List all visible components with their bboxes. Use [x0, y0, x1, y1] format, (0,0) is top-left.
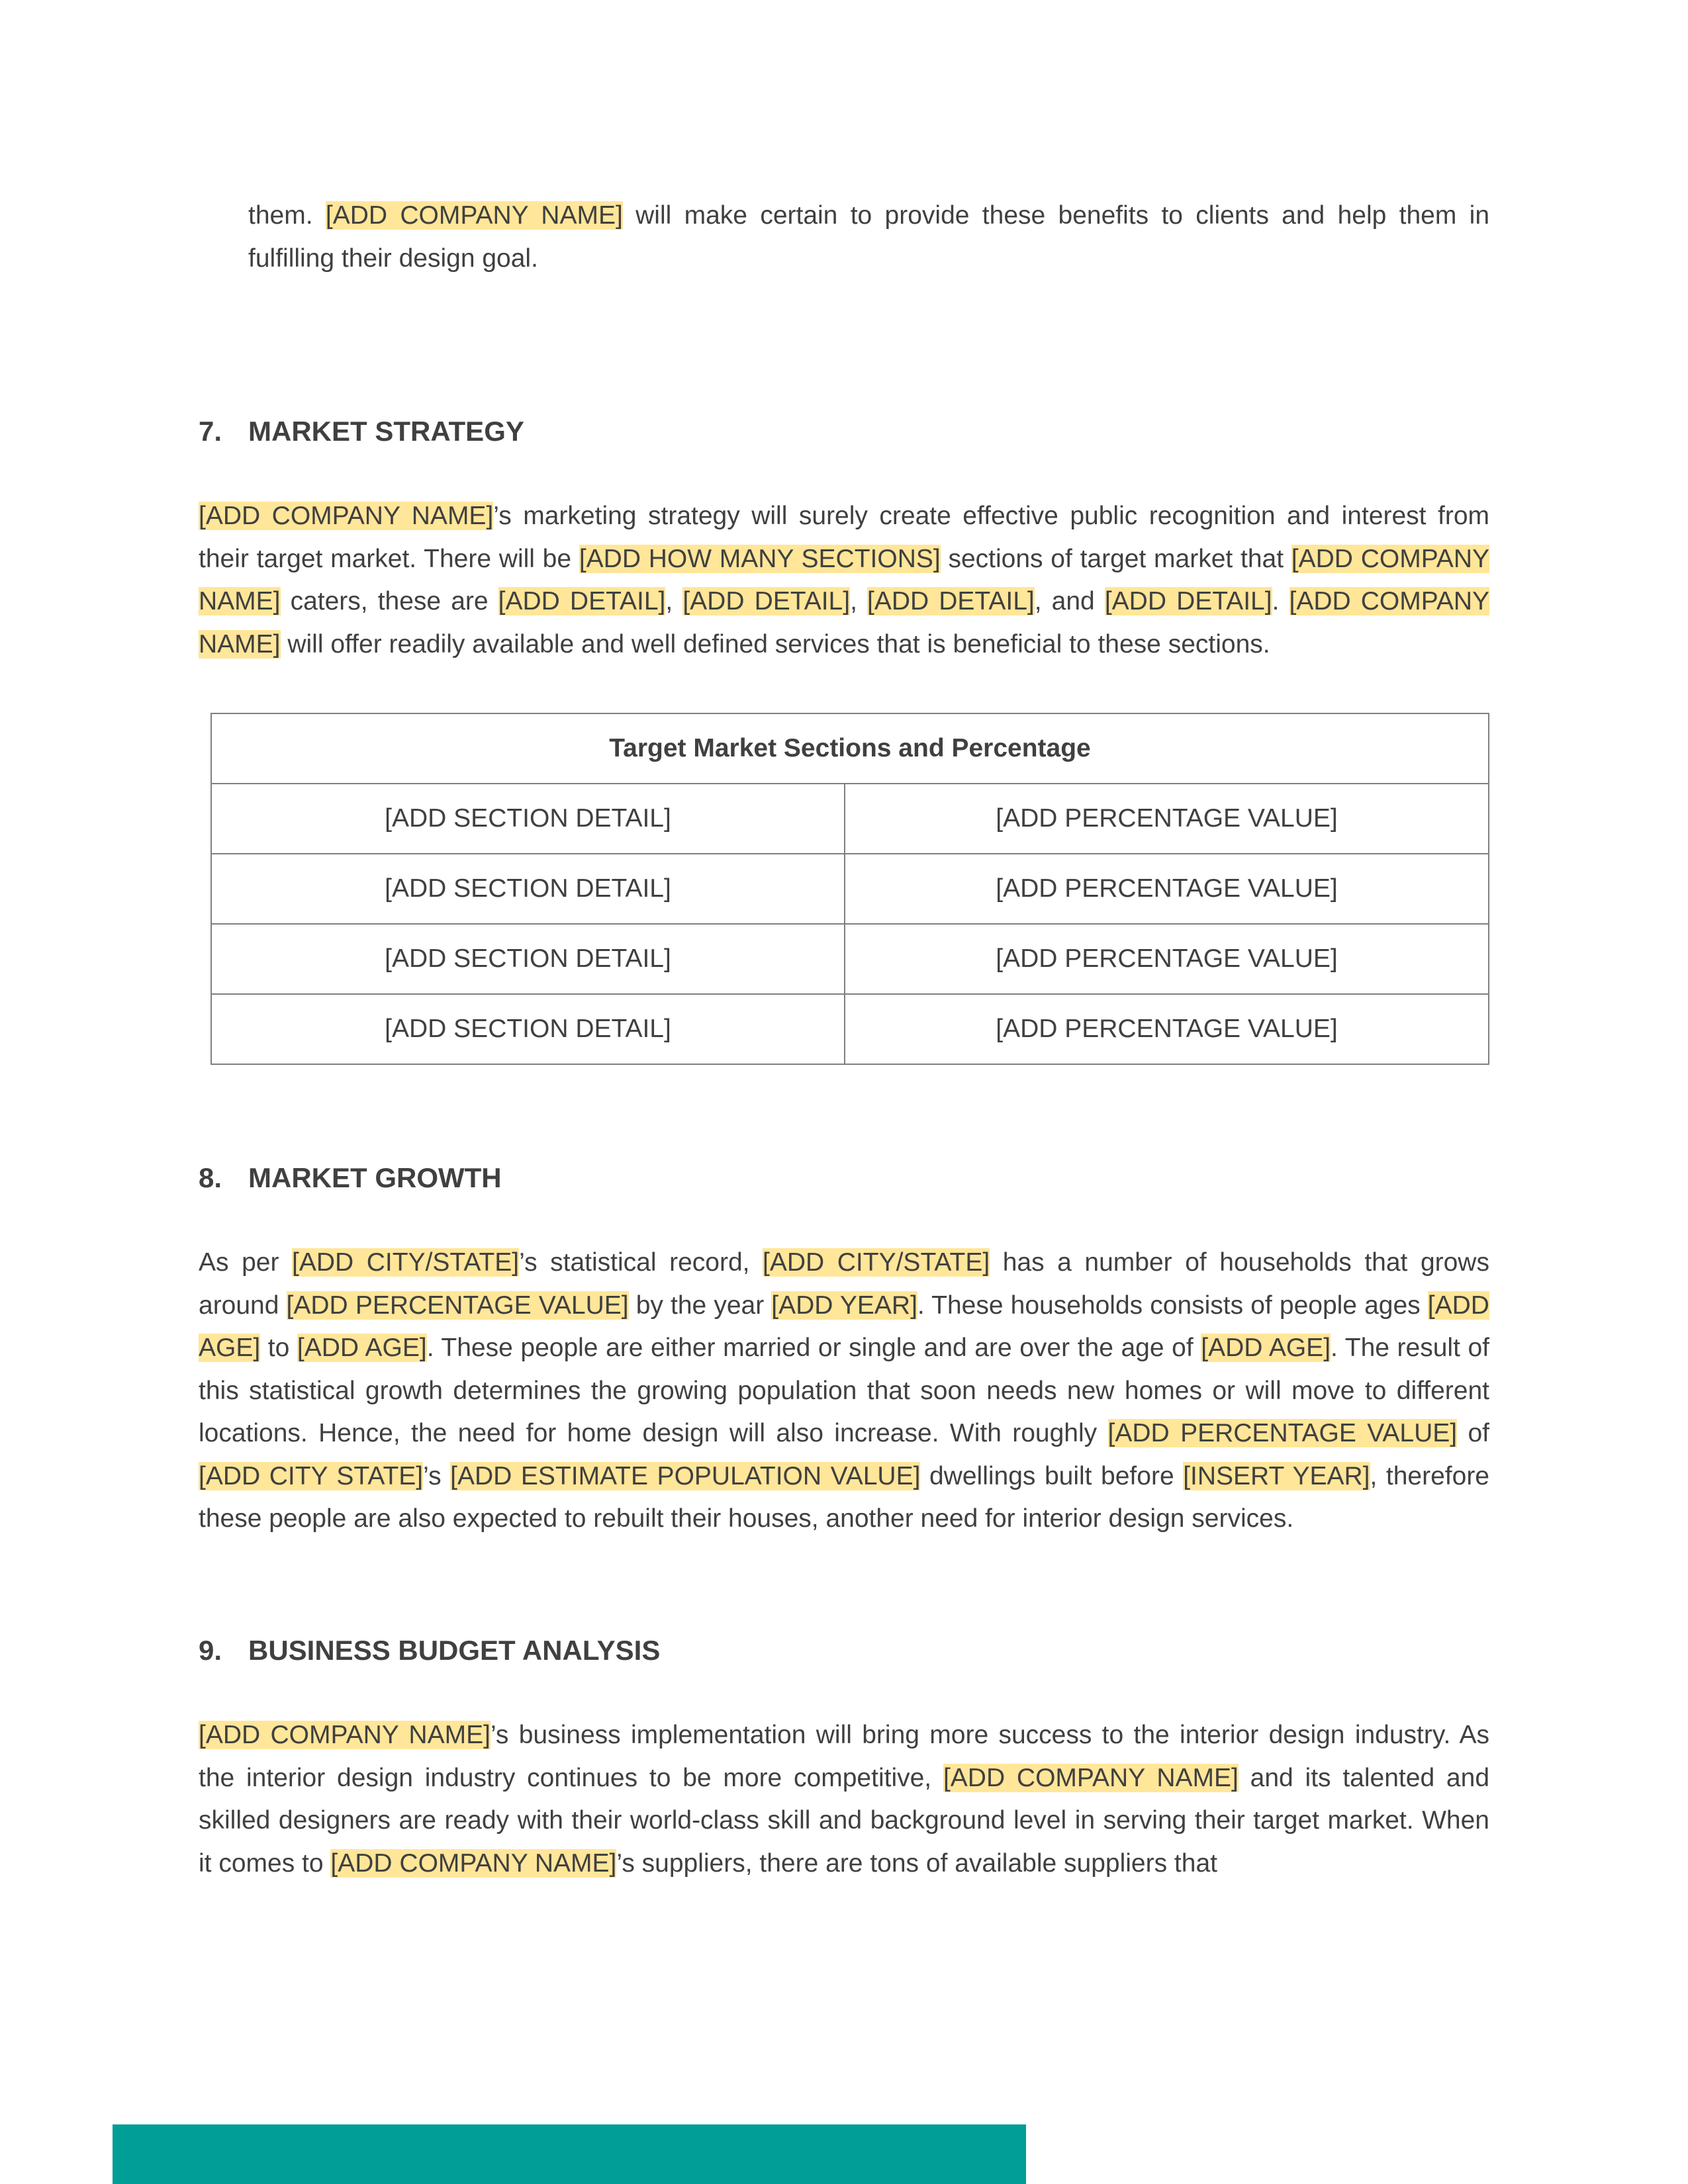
market-strategy-paragraph: [199, 495, 1489, 666]
text-run: ’s statistical record,: [519, 1248, 763, 1277]
table-row: [211, 994, 1489, 1064]
text-run: dwellings built before: [920, 1461, 1184, 1490]
text-run: As per: [199, 1248, 292, 1277]
budget-analysis-paragraph: [199, 1714, 1489, 1885]
intro-paragraph: [248, 195, 1489, 280]
section-title: MARKET STRATEGY: [248, 416, 524, 447]
placeholder-highlight: [ADD COMPANY NAME]: [199, 1721, 491, 1749]
market-growth-paragraph: [199, 1242, 1489, 1541]
text-run: caters, these are: [280, 587, 498, 615]
placeholder-highlight: [ADD COMPANY NAME]: [199, 544, 1490, 615]
table-title: Target Market Sections and Percentage: [211, 713, 1489, 784]
table-row: [211, 854, 1489, 924]
text-run: will make certain to provide these benefits to clients and help them in fulfilling their design goal.: [248, 201, 1490, 273]
placeholder-highlight: [ADD DETAIL]: [867, 587, 1035, 615]
target-market-table: [211, 713, 1489, 1065]
section-title: BUSINESS BUDGET ANALYSIS: [248, 1635, 661, 1666]
placeholder-highlight: [ADD CITY/STATE]: [763, 1248, 990, 1277]
placeholder-highlight: [ADD COMPANY NAME]: [325, 201, 623, 230]
text-run: . The result of this statistical growth determines the growing population that soon needs new homes or will move to different locations. Hence, the need for home design will also increase. With roughly: [199, 1334, 1490, 1447]
section-number: 8.: [199, 1162, 222, 1193]
table-header-row: [211, 713, 1489, 784]
table-row: [211, 784, 1489, 854]
footer-accent-bar: [113, 2124, 1026, 2184]
placeholder-highlight: [ADD AGE]: [297, 1334, 427, 1362]
section-detail-cell: [ADD SECTION DETAIL]: [211, 994, 845, 1064]
placeholder-highlight: [ADD PERCENTAGE VALUE]: [286, 1291, 629, 1320]
section-8-heading: [199, 1157, 502, 1199]
text-run: and its talented and skilled designers are ready with their world-class skill and background level in serving their target market. When it comes to: [199, 1763, 1490, 1878]
placeholder-highlight: [ADD AGE]: [1201, 1334, 1331, 1362]
placeholder-highlight: [ADD COMPANY NAME]: [199, 587, 1490, 659]
placeholder-highlight: [ADD DETAIL]: [682, 587, 851, 615]
placeholder-highlight: [INSERT YEAR]: [1183, 1461, 1370, 1490]
percentage-value-cell: [ADD PERCENTAGE VALUE]: [845, 784, 1489, 854]
table-row: [211, 924, 1489, 994]
text-run: . These people are either married or single and are over the age of: [426, 1334, 1201, 1362]
placeholder-highlight: [ADD COMPANY NAME]: [943, 1763, 1239, 1792]
text-run: ,: [850, 587, 867, 615]
placeholder-highlight: [ADD HOW MANY SECTIONS]: [579, 544, 941, 573]
text-run: .: [1272, 587, 1289, 615]
text-run: by the year: [628, 1291, 772, 1320]
text-run: ’s suppliers, there are tons of available suppliers that: [616, 1848, 1217, 1878]
percentage-value-cell: [ADD PERCENTAGE VALUE]: [845, 924, 1489, 994]
placeholder-highlight: [ADD COMPANY NAME]: [199, 502, 494, 530]
placeholder-highlight: [ADD CITY STATE]: [199, 1461, 424, 1490]
text-run: has a number of households that grows around: [199, 1248, 1489, 1320]
section-detail-cell: [ADD SECTION DETAIL]: [211, 924, 845, 994]
section-title: MARKET GROWTH: [248, 1162, 502, 1193]
section-number: 7.: [199, 416, 222, 447]
section-7-heading: [199, 410, 524, 453]
placeholder-highlight: [ADD PERCENTAGE VALUE]: [1107, 1419, 1458, 1447]
section-9-heading: [199, 1629, 660, 1672]
section-number: 9.: [199, 1635, 222, 1666]
section-detail-cell: [ADD SECTION DETAIL]: [211, 784, 845, 854]
text-run: will offer readily available and well defined services that is beneficial to these sections.: [280, 629, 1270, 659]
placeholder-highlight: [ADD DETAIL]: [1104, 587, 1272, 615]
placeholder-highlight: [ADD DETAIL]: [498, 587, 666, 615]
text-run: ’s: [423, 1461, 451, 1490]
percentage-value-cell: [ADD PERCENTAGE VALUE]: [845, 994, 1489, 1064]
placeholder-highlight: [ADD ESTIMATE POPULATION VALUE]: [450, 1461, 921, 1490]
text-run: ’s marketing strategy will surely create effective public recognition and interest from their target market. There will be: [199, 502, 1490, 573]
text-run: , therefore these people are also expected to rebuilt their houses, another need for interior design services.: [199, 1461, 1489, 1533]
text-run: ’s business implementation will bring more success to the interior design industry. As the interior design industry continues to be more competitive,: [199, 1721, 1490, 1792]
placeholder-highlight: [ADD COMPANY NAME]: [330, 1848, 617, 1878]
text-run: them.: [248, 201, 326, 230]
text-run: to: [260, 1334, 297, 1362]
text-run: . These households consists of people ages: [917, 1291, 1428, 1320]
text-run: of: [1457, 1419, 1489, 1447]
text-run: ,: [665, 587, 683, 615]
section-detail-cell: [ADD SECTION DETAIL]: [211, 854, 845, 924]
percentage-value-cell: [ADD PERCENTAGE VALUE]: [845, 854, 1489, 924]
placeholder-highlight: [ADD CITY/STATE]: [292, 1248, 520, 1277]
placeholder-highlight: [ADD YEAR]: [771, 1291, 917, 1320]
text-run: sections of target market that: [940, 544, 1291, 573]
text-run: , and: [1034, 587, 1105, 615]
placeholder-highlight: [ADD AGE]: [199, 1291, 1489, 1362]
